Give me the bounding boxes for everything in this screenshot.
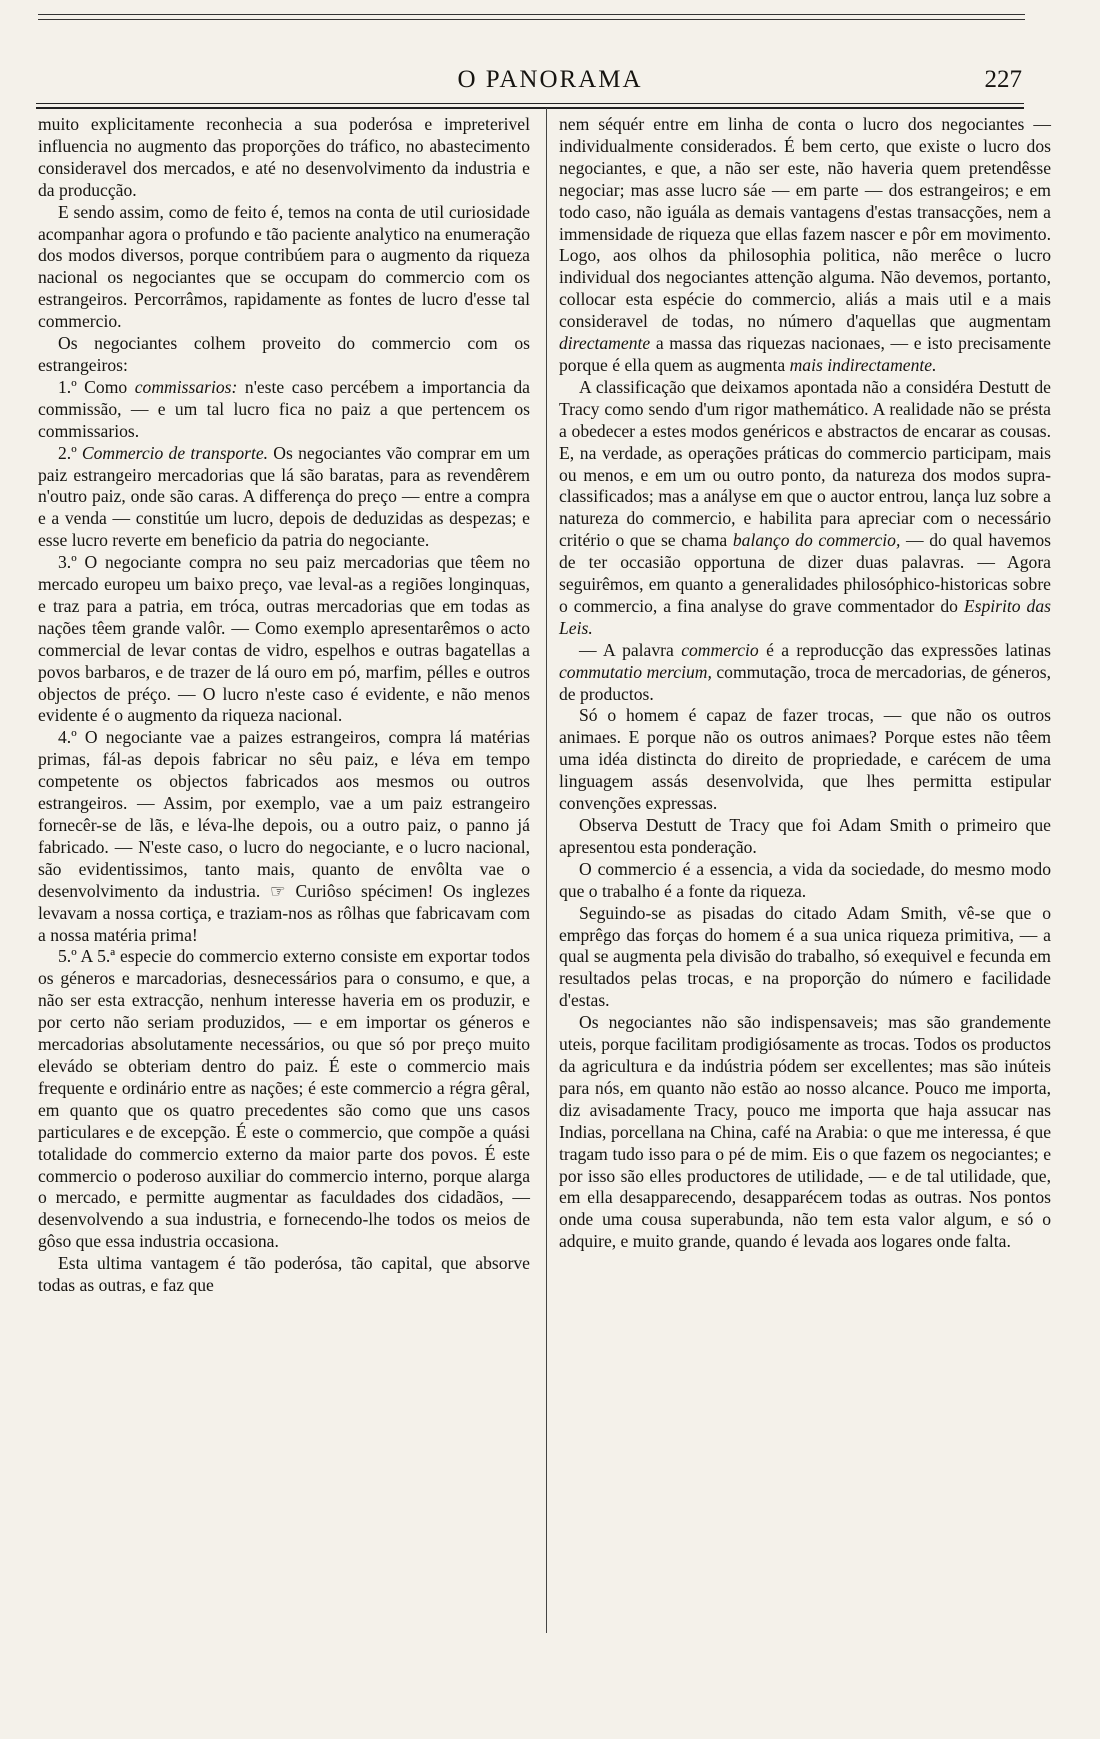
paragraph: E sendo assim, como de feito é, temos na conta de util curiosidade acompanhar agora o profundo e tão paciente analytico na enumeração dos modos diversos, porque contribúem para o augmento da riqueza nacional os negociantes que se occupam do commercio com os estrangeiros. Percorrâmos, rapidamente as fontes de lucro d'esse tal commercio.: [38, 201, 530, 332]
right-column: [559, 114, 1051, 1253]
text-run: é a reproducção das expressões latinas: [758, 639, 1051, 660]
emphasis: commutatio mercium,: [559, 661, 712, 682]
list-item-4: 4.º O negociante vae a paizes estrangeiros, compra lá matérias primas, fál-as depois fabricar no sêu paiz, e léva em tempo competente os objectos fabricados aos mesmos ou outros estrangeiros. — Assim, por exemplo, vae a um paiz estrangeiro fornecêr-se de lãs, e léva-lhe depois, ou a outro paiz, o panno já fabricado. — N'este caso, o lucro do negociante, e o lucro nacional, são evidentissimos, tanto mais, quanto de envôlta vae o desenvolvimento da industria. ☞ Curiôso spécimen! Os inglezes levavam a nossa cortiça, e traziam-nos as rôlhas que fabricavam com a nossa matéria prima!: [38, 727, 530, 945]
text-run: commutação, troca de mercadorias, de géneros, de productos.: [559, 661, 1051, 704]
text-run: — A palavra: [579, 639, 682, 660]
left-column: [38, 114, 530, 1297]
paragraph: Os negociantes não são indispensaveis; mas são grandemente uteis, porque facilitam prodigiósamente as trocas. Todos os productos da agricultura e da indústria pódem ser excellentes; mas são inúteis para nós, em quanto não estão ao nosso alcance. Pouco me importa, diz avisadamente Tracy, pouco me importa que haja assucar nas Indias, porcellana na China, café na Arabia: o que me interessa, é que tragam tudo isso para o pé de mim. Eis o que fazem os negociantes; e por isso são elles productores de utilidade, — e de tal utilidade, que, em ella desapparecendo, desapparécem todas as outras. Nos pontos onde uma cousa superabunda, não tem esta valor algum, e só o adquire, e muito grande, quando é levada aos logares onde falta.: [559, 1012, 1051, 1252]
running-title: O PANORAMA: [457, 66, 643, 93]
column-divider: [546, 108, 547, 1633]
paragraph: Esta ultima vantagem é tão poderósa, tão capital, que absorve todas as outras, e faz que: [38, 1253, 530, 1296]
paragraph: Só o homem é capaz de fazer trocas, — que não os outros animaes. E porque não os outros animaes? Porque estes não têem uma idéa distincta do direito de propriedade, e carécem de uma linguagem assás desenvolvida, que lhes permitta estipular convenções expressas.: [559, 705, 1051, 814]
list-item-3: 3.º O negociante compra no seu paiz mercadorias que têem no mercado europeu um baixo preço, vae leval-as a regiões longinquas, e traz para a patria, em tróca, outras mercadorias que em todas as nações têem grande valôr. — Como exemplo apresentarêmos o acto commercial de levar contas de vidro, espelhos e outras bagatellas a povos barbaros, e de trazer de lá ouro em pó, marfim, pélles e outros objectos de préço. — O lucro n'este caso é evidente, e não menos evidente é o augmento da riqueza nacional.: [38, 552, 530, 726]
emphasis: mais indirectamente.: [789, 354, 937, 375]
paragraph: Observa Destutt de Tracy que foi Adam Smith o primeiro que apresentou esta ponderação.: [559, 815, 1051, 857]
item-number: 1.º Como: [58, 376, 135, 397]
list-item-2: [38, 443, 530, 553]
page-number: 227: [984, 66, 1022, 93]
list-item-1: [38, 377, 530, 443]
item-text: Os negociantes vão comprar em um paiz estrangeiro mercadorias que lá são baratas, para as revendêrem n'outro paiz, onde são caras. A differença do preço — entre a compra e a venda — constitúe um lucro, depois de deduzidas as despezas; e esse lucro reverte em beneficio da patria do negociante.: [38, 442, 530, 551]
text-run: A classificação que deixamos apontada não a considéra Destutt de Tracy como sendo d'um rigor mathemático. A realidade não se présta a obedecer a estes modos genéricos e abstractos de encarar as cousas. E, na verdade, as operações práticas do commercio participam, mais ou menos, e em um ou outro ponto, da natureza dos modos supra-classificados; mas a anályse em que o auctor entrou, lança luz sobre a natureza do commercio, e habilita para apreciar com o necessário critério o que se chama: [559, 376, 1051, 551]
top-double-rule: [38, 14, 1025, 20]
emphasis: Espirito das Leis.: [559, 595, 1051, 638]
paragraph: Seguindo-se as pisadas do citado Adam Smith, vê-se que o emprêgo das forças do homem é a sua unica riqueza primitiva, — a qual se augmenta pela divisão do trabalho, só exequivel e fecunda em resultados pelas trocas, e na proporção do número e facilidade d'estas.: [559, 902, 1051, 1011]
text-run: — do qual havemos de ter occasião opportuna de dizer duas palavras. — Agora seguirêmos, em quanto a generalidades philosóphico-historicas sobre o commercio, a fina analyse do grave commentador do: [559, 530, 1051, 616]
item-number: 2.º: [58, 442, 82, 463]
paragraph: [559, 377, 1051, 640]
paragraph: Os negociantes colhem proveito do commercio com os estrangeiros:: [38, 333, 530, 375]
paragraph: [559, 640, 1051, 706]
text-run: a massa das riquezas nacionaes, — e isto precisamente porque é ella quem as augmenta: [559, 333, 1051, 375]
emphasis: balanço do commercio,: [732, 530, 901, 551]
paragraph: [559, 114, 1051, 377]
text-run: nem séquér entre em linha de conta o lucro dos negociantes — individualmente considerados. É bem certo, que existe o lucro dos negociantes, e que, a não ser este, não haveria quem pretendêsse negociar; mas asse lucro sáe — em parte — dos estrangeiros; e em todo caso, não iguála as demais vantagens d'estas transacções, nem a immensidade de riqueza que ellas fazem nascer e pôr em movimento. Logo, aos olhos da philosophia politica, não merêce o lucro individual dos negociantes attenção alguma. Não devemos, portanto, collocar esta espécie do commercio, aliás a mais util e a mais consideravel de todas, no número d'aquellas que augmentam: [559, 114, 1051, 332]
paragraph: O commercio é a essencia, a vida da sociedade, do mesmo modo que o trabalho é a fonte da riqueza.: [559, 858, 1051, 901]
item-text: n'este caso percébem a importancia da commissão, — e um tal lucro fica no paiz a que pertencem os commissarios.: [38, 376, 530, 441]
list-item-5: 5.º A 5.ª especie do commercio externo consiste em exportar todos os géneros e marcadorias, desnecessários para o consumo, e que, a não ser esta extracção, nenhum interesse haveria em os produzir, e por certo não seriam produzidos, — e em importar os géneros e mercadorias absolutamente necessários, ou que só por preço muito elevádo se obteriam dentro do paiz. É este o commercio mais frequente e ordinário entre as nações; é este commercio a régra gêral, em quanto que os quatro precedentes são como que uns casos particulares e de excepção. É este o commercio, que compõe a quási totalidade do commercio externo da maior parte dos povos. É este commercio o poderoso auxiliar do commercio interno, porque alarga o mercado, e permitte augmentar as faculdades dos cidadãos, — desenvolvendo a sua industria, e fornecendo-lhe todos os meios de gôso que essa industria occasiona.: [38, 946, 530, 1252]
item-term: commissarios:: [134, 376, 238, 397]
emphasis: directamente: [559, 333, 651, 354]
paragraph: muito explicitamente reconhecia a sua poderósa e impreterivel influencia no augmento das proporções do tráfico, no abastecimento consideravel dos mercados, e até no desenvolvimento da industria e da producção.: [38, 114, 530, 200]
emphasis: commercio: [681, 639, 759, 660]
header-rule: [36, 103, 1024, 109]
item-term: Commercio de transporte.: [81, 442, 269, 463]
